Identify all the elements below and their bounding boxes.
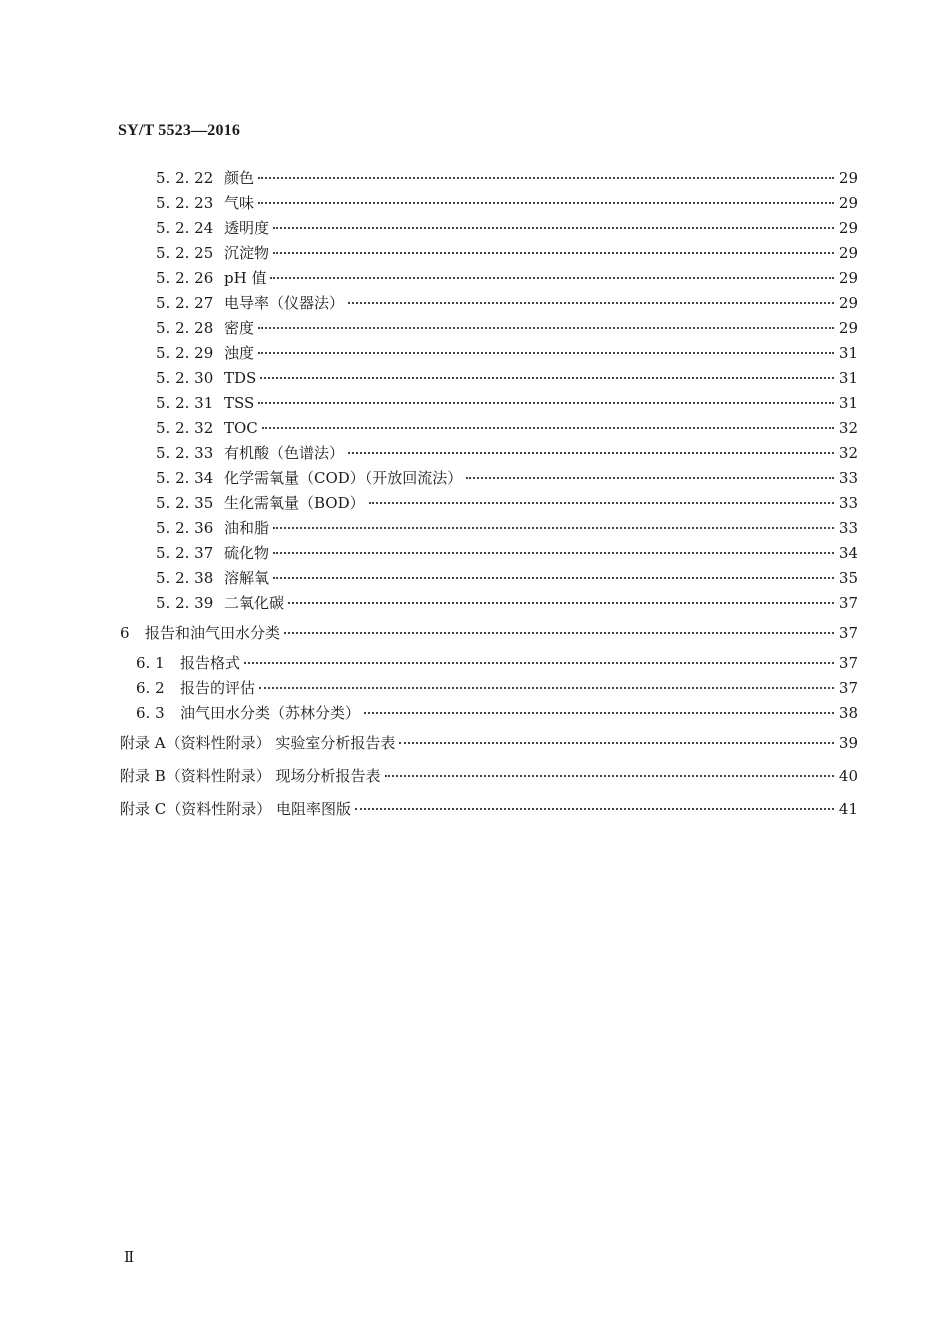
toc-entry-title: 附录 A（资料性附录） 实验室分析报告表 [120, 734, 396, 752]
toc-appendix-entry[interactable] [120, 799, 858, 819]
toc-entry-page: 31 [838, 369, 858, 387]
toc-entry-page: 37 [838, 679, 858, 697]
toc-entry-title: 溶解氧 [224, 569, 270, 587]
toc-leader-dots [258, 202, 834, 204]
toc-chapter-entry[interactable] [120, 623, 858, 643]
toc-entry-title: 油气田水分类（苏林分类） [180, 704, 361, 722]
toc-entry-number: 5. 2. 26 [156, 269, 214, 287]
toc-entry-number: 5. 2. 31 [156, 394, 214, 412]
toc-entry-number: 5. 2. 22 [156, 169, 214, 187]
toc-entry-number: 5. 2. 28 [156, 319, 214, 337]
toc-leader-dots [273, 527, 834, 529]
toc-entry[interactable] [156, 418, 858, 438]
toc-leader-dots [273, 552, 834, 554]
toc-entry-title: 颜色 [224, 169, 255, 187]
toc-entry-title: 生化需氧量（BOD） [224, 494, 365, 512]
toc-leader-dots [385, 775, 834, 777]
toc-entry[interactable] [156, 543, 858, 563]
toc-entry[interactable] [156, 443, 858, 463]
toc-leader-dots [258, 402, 834, 404]
toc-entry-title: TDS [224, 369, 257, 387]
toc-appendix-entry[interactable] [120, 766, 858, 786]
toc-entry[interactable] [156, 593, 858, 613]
toc-leader-dots [273, 577, 834, 579]
toc-entry-page: 39 [838, 734, 858, 752]
toc-entry-number: 5. 2. 34 [156, 469, 214, 487]
toc-entry[interactable] [156, 193, 858, 213]
toc-entry-number: 5. 2. 33 [156, 444, 214, 462]
toc-entry-number: 5. 2. 39 [156, 594, 214, 612]
toc-leader-dots [355, 808, 834, 810]
toc-entry[interactable] [156, 493, 858, 513]
toc-entry-number: 5. 2. 36 [156, 519, 214, 537]
toc-entry[interactable] [136, 653, 858, 673]
toc-entry-title: 气味 [224, 194, 255, 212]
toc-entry-number: 5. 2. 35 [156, 494, 214, 512]
toc-entry-title: 报告的评估 [180, 679, 256, 697]
toc-leader-dots [364, 712, 834, 714]
toc-entry-number: 5. 2. 37 [156, 544, 214, 562]
toc-entry[interactable] [156, 318, 858, 338]
toc-leader-dots [399, 742, 834, 744]
toc-entry-number: 6. 2 [136, 679, 165, 697]
standard-number-header: SY/T 5523—2016 [118, 122, 241, 139]
toc-entry-title: 有机酸（色谱法） [224, 444, 345, 462]
toc-entry-page: 37 [838, 624, 858, 642]
toc-leader-dots [348, 452, 834, 454]
toc-entry-number: 5. 2. 30 [156, 369, 214, 387]
toc-entry-page: 29 [838, 194, 858, 212]
toc-entry[interactable] [136, 703, 858, 723]
toc-entry[interactable] [156, 293, 858, 313]
toc-entry-page: 29 [838, 319, 858, 337]
toc-appendix-entry[interactable] [120, 733, 858, 753]
toc-leader-dots [273, 227, 834, 229]
toc-entry[interactable] [156, 368, 858, 388]
toc-entry-title: 沉淀物 [224, 244, 270, 262]
toc-entry-page: 37 [838, 654, 858, 672]
toc-entry-title: 二氧化碳 [224, 594, 285, 612]
toc-entry-title: 密度 [224, 319, 255, 337]
toc-entry[interactable] [156, 518, 858, 538]
toc-leader-dots [369, 502, 834, 504]
toc-entry-number: 6. 1 [136, 654, 165, 672]
toc-entry-page: 35 [838, 569, 858, 587]
toc-entry-number: 5. 2. 29 [156, 344, 214, 362]
toc-leader-dots [258, 177, 834, 179]
toc-entry[interactable] [156, 268, 858, 288]
toc-entry[interactable] [156, 468, 858, 488]
toc-entry-number: 5. 2. 25 [156, 244, 214, 262]
toc-entry-title: 报告和油气田水分类 [145, 624, 281, 642]
toc-entry-number: 6 [120, 624, 130, 642]
toc-entry-page: 34 [838, 544, 858, 562]
toc-entry-page: 29 [838, 269, 858, 287]
toc-entry[interactable] [156, 243, 858, 263]
toc-entry-title: TOC [224, 419, 258, 437]
toc-entry-title: 化学需氧量（COD）（开放回流法） [224, 469, 463, 487]
toc-entry-page: 41 [838, 800, 858, 818]
toc-entry[interactable] [136, 678, 858, 698]
toc-leader-dots [262, 427, 834, 429]
toc-leader-dots [270, 277, 834, 279]
toc-entry-title: TSS [224, 394, 255, 412]
toc-leader-dots [258, 352, 834, 354]
toc-entry[interactable] [156, 568, 858, 588]
toc-entry-number: 6. 3 [136, 704, 165, 722]
toc-entry[interactable] [156, 343, 858, 363]
toc-entry-page: 33 [838, 519, 858, 537]
toc-entry[interactable] [156, 218, 858, 238]
toc-leader-dots [284, 632, 834, 634]
toc-entry-page: 40 [838, 767, 858, 785]
toc-entry-page: 33 [838, 494, 858, 512]
toc-entry-page: 33 [838, 469, 858, 487]
toc-entry-page: 29 [838, 294, 858, 312]
toc-leader-dots [259, 687, 834, 689]
toc-entry-number: 5. 2. 23 [156, 194, 214, 212]
toc-entry-title: 电导率（仪器法） [224, 294, 345, 312]
page-number-footer: Ⅱ [124, 1250, 135, 1266]
toc-entry-page: 32 [838, 419, 858, 437]
toc-leader-dots [273, 252, 834, 254]
toc-entry-page: 29 [838, 244, 858, 262]
toc-entry[interactable] [156, 168, 858, 188]
toc-entry-number: 5. 2. 24 [156, 219, 214, 237]
toc-entry-page: 29 [838, 219, 858, 237]
toc-leader-dots [348, 302, 834, 304]
toc-entry-title: 油和脂 [224, 519, 270, 537]
toc-leader-dots [244, 662, 834, 664]
toc-entry-title: pH 值 [224, 269, 267, 287]
toc-entry-title: 附录 C（资料性附录） 电阻率图版 [120, 800, 352, 818]
toc-entry-number: 5. 2. 38 [156, 569, 214, 587]
toc-entry-page: 31 [838, 344, 858, 362]
toc-entry-page: 29 [838, 169, 858, 187]
toc-leader-dots [288, 602, 834, 604]
toc-leader-dots [466, 477, 834, 479]
toc-entry-page: 31 [838, 394, 858, 412]
toc-entry-title: 报告格式 [180, 654, 241, 672]
toc-leader-dots [260, 377, 834, 379]
toc-entry-page: 38 [838, 704, 858, 722]
toc-entry-title: 附录 B（资料性附录） 现场分析报告表 [120, 767, 381, 785]
toc-entry-title: 硫化物 [224, 544, 270, 562]
toc-entry-number: 5. 2. 27 [156, 294, 214, 312]
toc-entry-page: 37 [838, 594, 858, 612]
toc-entry-title: 浊度 [224, 344, 255, 362]
toc-leader-dots [258, 327, 834, 329]
toc-entry-page: 32 [838, 444, 858, 462]
toc-entry-number: 5. 2. 32 [156, 419, 214, 437]
toc-entry-title: 透明度 [224, 219, 270, 237]
toc-entry[interactable] [156, 393, 858, 413]
